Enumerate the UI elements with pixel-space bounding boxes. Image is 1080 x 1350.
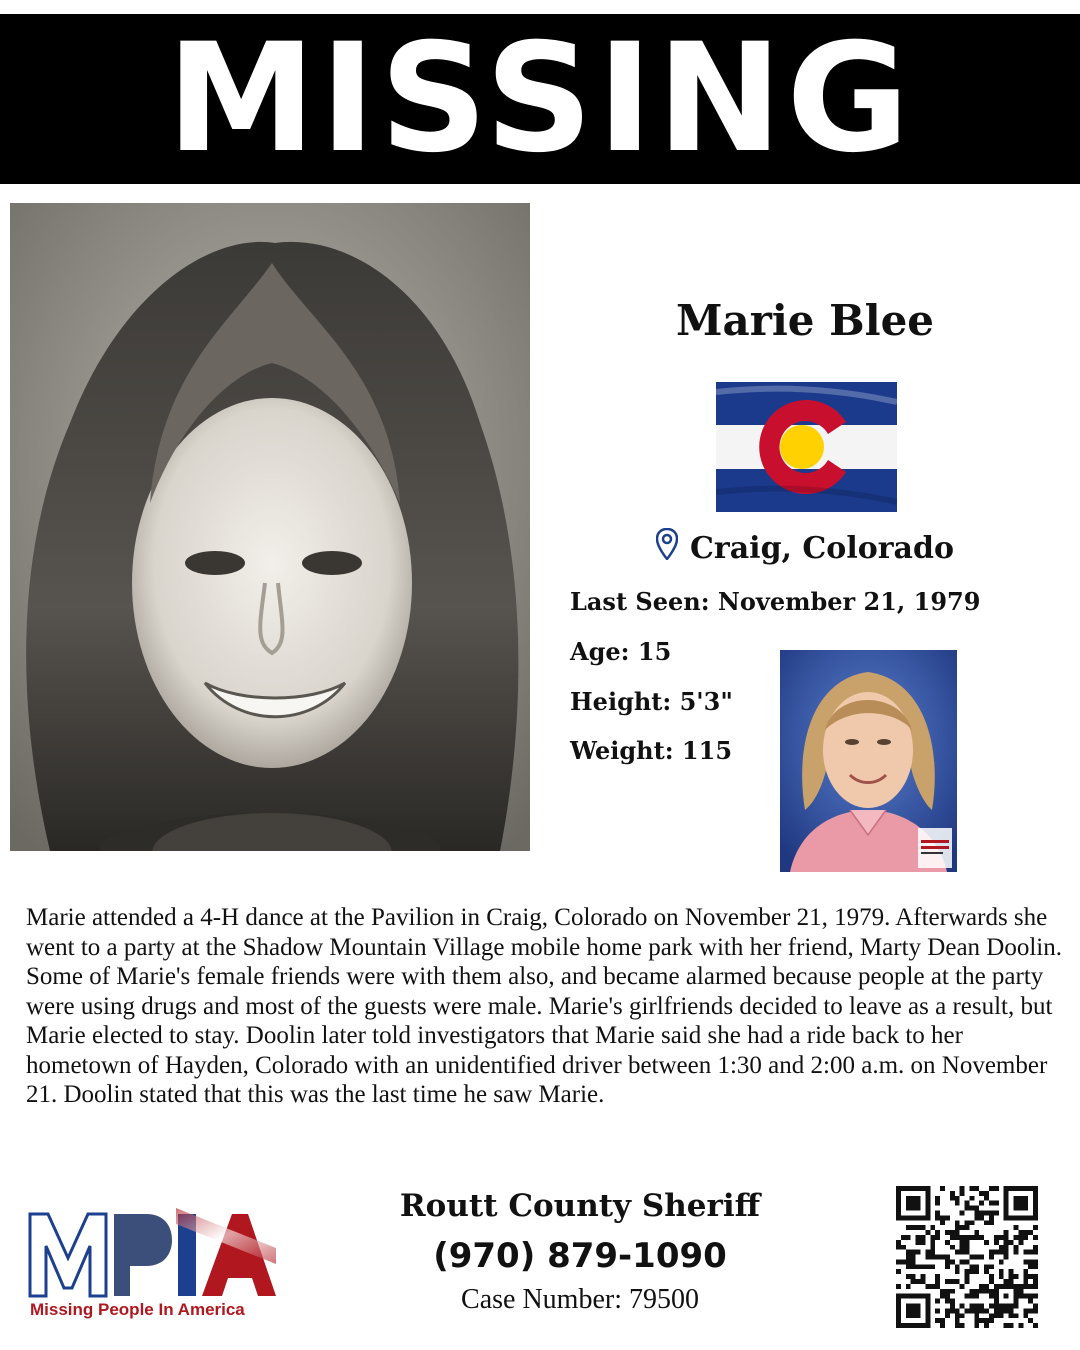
last-seen-value: November 21, 1979	[717, 587, 981, 616]
last-seen-row	[570, 587, 980, 616]
colorado-flag	[716, 382, 897, 512]
person-name: Marie Blee	[675, 296, 935, 345]
agency-name: Routt County Sheriff	[399, 1188, 761, 1224]
location-text: Craig, Colorado	[690, 530, 954, 566]
height-value: 5'3"	[679, 687, 733, 716]
case-number: Case Number: 79500	[461, 1284, 699, 1315]
age-row	[570, 637, 671, 666]
agency-phone[interactable]: (970) 879-1090	[433, 1236, 727, 1276]
last-seen-label: Last Seen:	[570, 587, 710, 616]
height-row	[570, 687, 733, 716]
last-location	[570, 528, 1040, 568]
main-photo	[10, 203, 530, 851]
map-pin-icon	[656, 528, 678, 568]
weight-value: 115	[681, 736, 733, 765]
weight-label: Weight:	[570, 736, 674, 765]
age-label: Age:	[570, 637, 630, 666]
qr-code-icon[interactable]	[896, 1186, 1038, 1328]
missing-banner	[0, 14, 1080, 184]
age-progressed-photo	[780, 650, 957, 872]
case-summary: Marie attended a 4-H dance at the Pavilion in Craig, Colorado on November 21, 1979. Afterwards she went to a party at the Shadow Mountain Village mobile home park with her friend, Marty Dean Doolin. Some of Marie's female friends were with them also, and became alarmed because people at the party were using drugs and most of the guests were male. Marie's girlfriends decided to leave as a result, but Marie elected to stay. Doolin later told investigators that Marie said she had a ride back to her hometown of Hayden, Colorado with an unidentified driver between 1:30 and 2:00 a.m. on November 21. Doolin stated that this was the last time he saw Marie.	[26, 904, 1062, 1108]
height-label: Height:	[570, 687, 672, 716]
weight-row	[570, 736, 732, 765]
banner-title: MISSING	[166, 12, 914, 186]
age-value: 15	[637, 637, 672, 666]
mpia-caption: Missing People In America	[30, 1300, 245, 1319]
